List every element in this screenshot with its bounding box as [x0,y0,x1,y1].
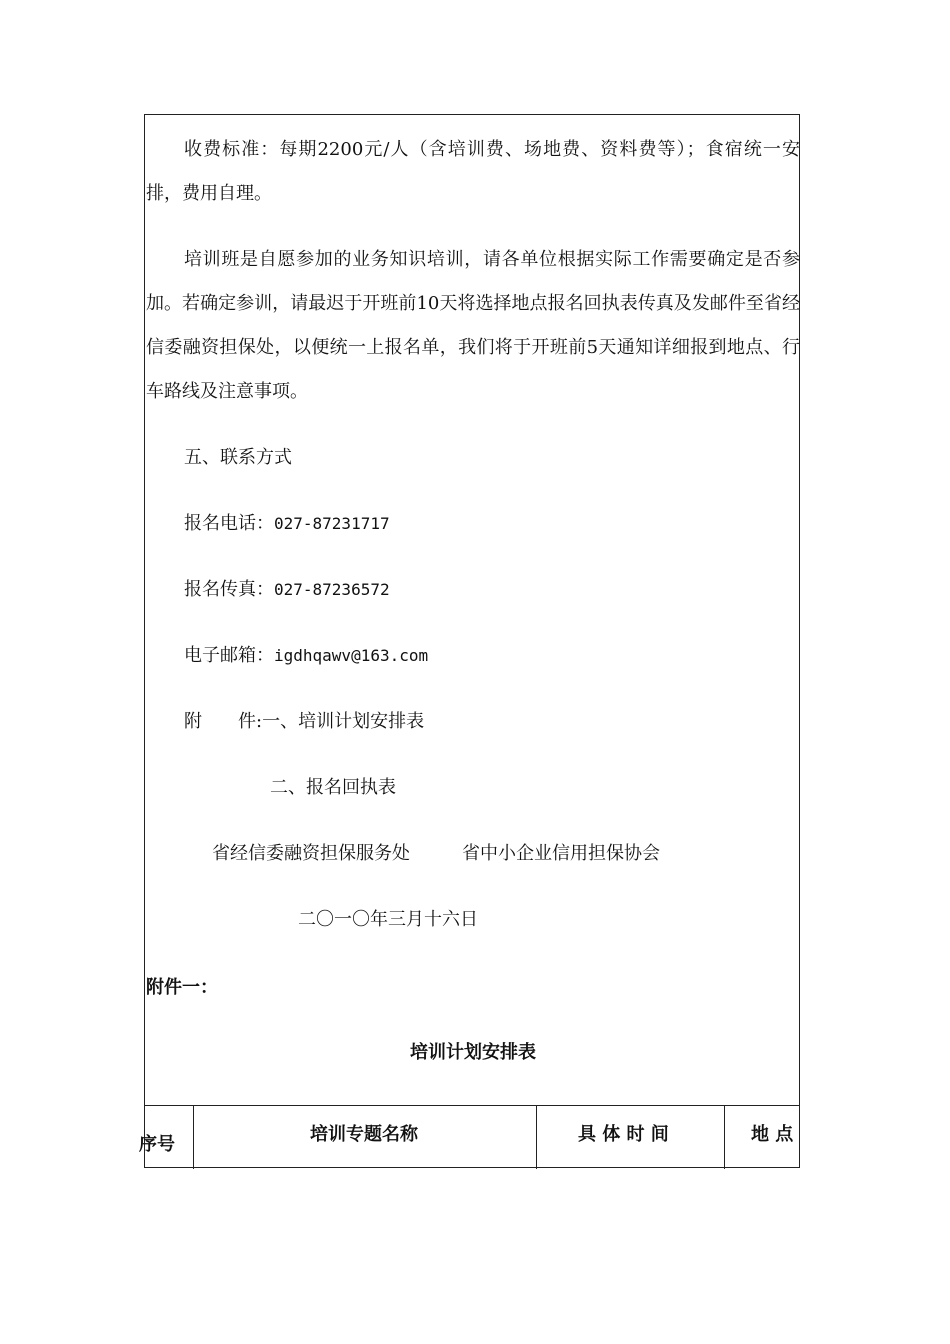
attachments-label: 附 件: [184,711,263,732]
email-label: 电子邮箱： [184,645,274,666]
phone-line [184,513,390,535]
contact-heading: 五、联系方式 [184,447,292,468]
email-line [184,645,428,667]
signature-org-1: 省经信委融资担保服务处 [212,843,410,864]
table-divider [536,1105,537,1169]
registration-paragraph: 培训班是自愿参加的业务知识培训，请各单位根据实际工作需要确定是否参加。若确定参训，请最迟于开班前10天将选择地点报名回执表传真及发邮件至省经信委融资担保处，以便统一上报名单，我们将于开班前5天通知详细报到地点、行车路线及注意事项。 [146,249,800,402]
column-header-location: 地 点 [751,1124,794,1145]
column-header-time: 具 体 时 间 [578,1124,669,1145]
fax-label: 报名传真： [184,579,274,600]
training-plan-table-header [144,1105,800,1169]
appendix-title: 培训计划安排表 [410,1042,536,1063]
fee-standard-paragraph: 收费标准：每期2200元/人（含培训费、场地费、资料费等）；食宿统一安排，费用自理。 [146,139,800,204]
fax-value: 027-87236572 [274,580,390,599]
column-header-index: 序号 [139,1134,175,1155]
attachment-item-2: 二、报名回执表 [270,777,396,798]
signature-date: 二〇一〇年三月十六日 [298,909,478,930]
phone-label: 报名电话： [184,513,274,534]
fax-line [184,579,390,601]
signature-org-2: 省中小企业信用担保协会 [462,843,660,864]
column-header-topic: 培训专题名称 [310,1124,418,1145]
email-value: igdhqawv@163.com [274,646,429,665]
appendix-label: 附件一： [146,977,218,998]
table-divider [193,1105,194,1169]
phone-value: 027-87231717 [274,514,390,533]
table-divider [724,1105,725,1169]
attachment-item-1: 一、培训计划安排表 [262,711,425,732]
attachments-line [184,711,424,733]
